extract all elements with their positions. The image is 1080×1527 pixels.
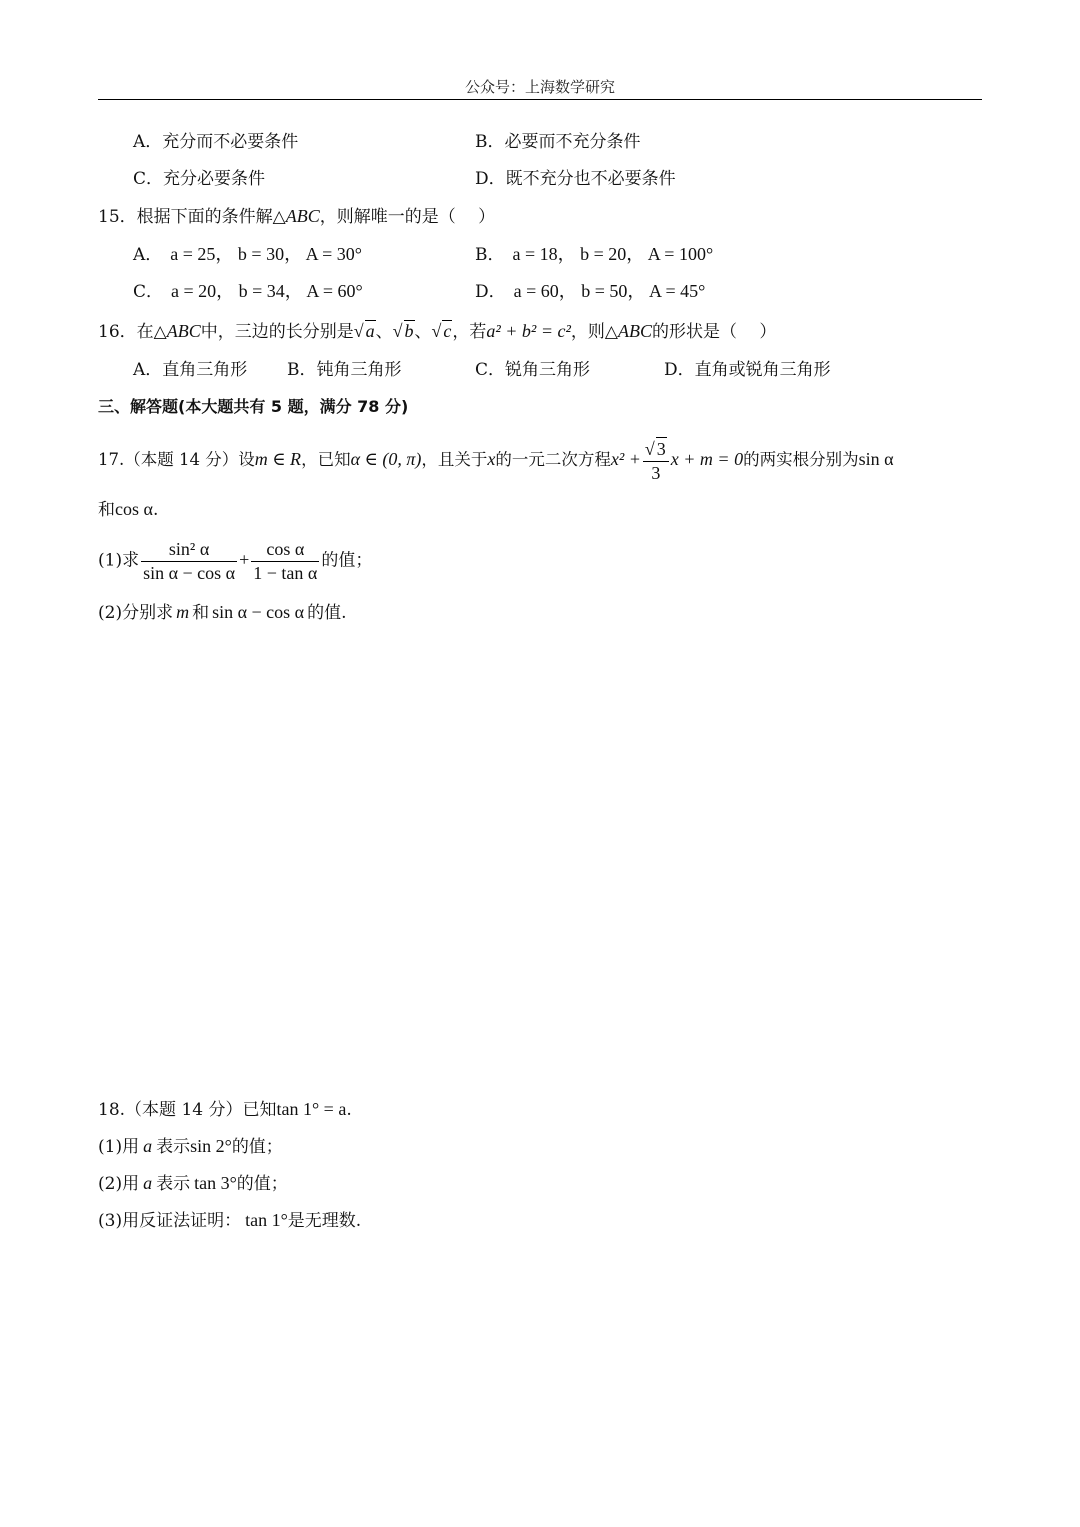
sqrt-c: √ c	[431, 321, 452, 341]
sqrt-a: √ a	[353, 321, 375, 341]
q15-option-d: D． a = 60， b = 50， A = 45°	[475, 281, 706, 302]
fraction-1: $\frac{\text{sin² α}}{\text{sin α − cos α}}$	[143, 539, 236, 583]
header-rule	[98, 99, 982, 100]
q14-option-b: B．必要而不充分条件	[475, 132, 641, 152]
q17-stem-cont: 和cos α.	[98, 499, 159, 520]
q17-stem: 17.（本题 14 分）设m ∈ R，已知α ∈ (0, π)，且关于x的一元二次方程x² + $\frac{√ 3}{3}$ x + m = 0的两实根分别为sin α	[98, 439, 894, 483]
section-title: 三、解答题(本大题共有 5 题，满分 78 分)	[98, 397, 409, 416]
q16-option-d: D．直角或锐角三角形	[664, 360, 831, 380]
q16-option-b: B．钝角三角形	[287, 360, 402, 380]
q16-option-c: C．锐角三角形	[475, 360, 591, 380]
q18-part1: (1)用 a 表示sin 2°的值；	[98, 1136, 283, 1157]
sqrt3-over-3: $\frac{√ 3}{3}$	[643, 437, 669, 484]
fraction-2: $\frac{\text{cos α}}{\text{1 − tan α}}$	[253, 539, 318, 583]
page-header: 公众号：上海数学研究	[464, 78, 615, 96]
q15-option-b: B． a = 18， b = 20， A = 100°	[475, 244, 714, 265]
q14-option-d: D．既不充分也不必要条件	[475, 169, 676, 189]
q17-part2: (2)分别求 m 和 sin α − cos α 的值.	[98, 602, 347, 623]
q17-part1: (1)求 $\frac{\text{sin² α}}{\text{sin α − cos α}}$ + $\frac{\text{cos α}}{\text{1 − tan α}}$ 的值；	[98, 539, 373, 583]
q15-stem: 15．根据下面的条件解△ABC，则解唯一的是（ ）	[98, 206, 496, 227]
q18-part3: (3)用反证法证明： tan 1°是无理数.	[98, 1210, 362, 1231]
q18-part2: (2)用 a 表示 tan 3°的值；	[98, 1173, 288, 1194]
q15-option-c: C． a = 20， b = 34， A = 60°	[133, 281, 363, 302]
q18-stem: 18.（本题 14 分）已知tan 1° = a.	[98, 1099, 352, 1120]
q14-option-c: C．充分必要条件	[133, 169, 266, 189]
q16-option-a: A．直角三角形	[133, 360, 248, 380]
q14-option-a: A．充分而不必要条件	[133, 132, 299, 152]
q15-option-a: A． a = 25， b = 30， A = 30°	[133, 244, 362, 265]
q16-stem: 16．在△ABC中，三边的长分别是√ a、√ b、√ c，若a² + b² = c²，则△ABC的形状是（ ）	[98, 321, 777, 342]
sqrt-b: √ b	[392, 321, 414, 341]
